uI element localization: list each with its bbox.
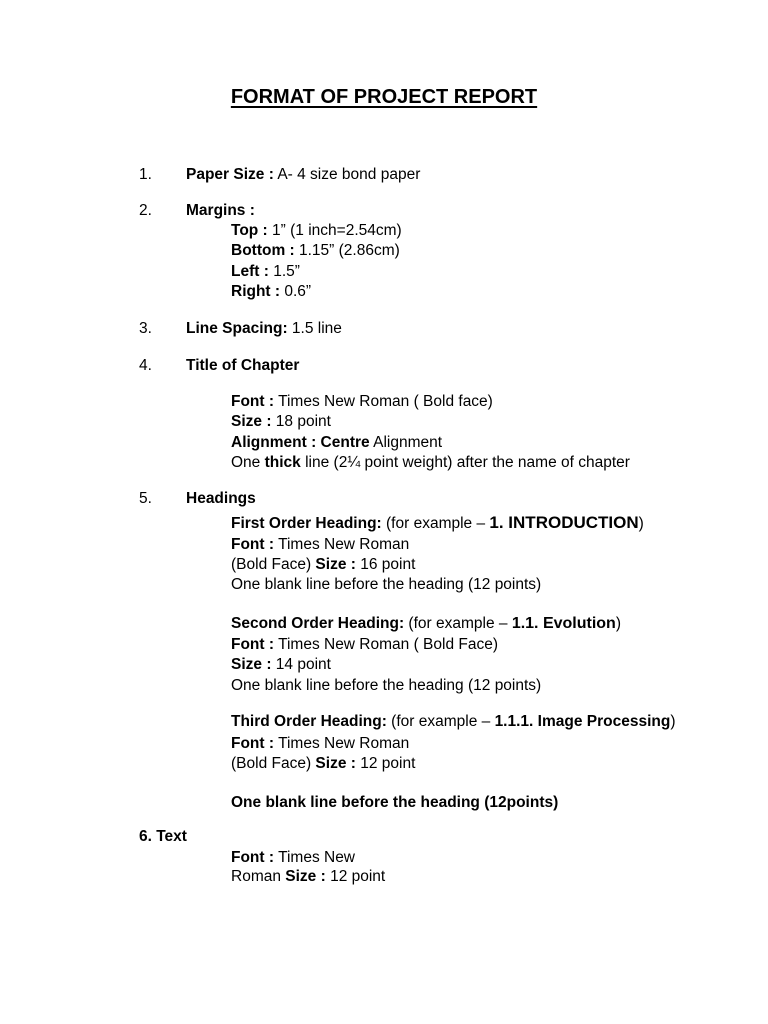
text-font-line <box>231 849 355 867</box>
second-order-size-label: Size : <box>231 656 272 673</box>
chapter-alignment-value: Alignment <box>369 434 443 451</box>
margins-label: Margins : <box>186 202 255 219</box>
chapter-alignment-line <box>231 434 442 452</box>
first-order-size-value: 16 point <box>355 556 416 573</box>
chapter-thick-word: thick <box>264 454 301 471</box>
second-order-blank-line: One blank line before the heading (12 points) <box>231 677 542 694</box>
second-order-font-line <box>231 636 498 654</box>
line-spacing-line <box>186 320 342 338</box>
second-order-heading-line <box>231 615 621 633</box>
third-order-font-label: Font : <box>231 735 275 752</box>
text-font-value: Times New <box>274 849 356 866</box>
second-order-font-value: Times New Roman ( Bold Face) <box>274 636 499 653</box>
first-order-font-value: Times New Roman <box>274 536 410 553</box>
margin-right-label: Right : <box>231 283 281 300</box>
second-order-label: Second Order Heading: <box>231 615 405 632</box>
item-number-5: 5. <box>139 490 152 507</box>
paper-size-label: Paper Size : <box>186 166 274 183</box>
headings-label: Headings <box>186 490 256 507</box>
text-section-label: 6. Text <box>139 828 187 845</box>
third-order-post: ) <box>670 713 676 730</box>
first-order-size-label: Size : <box>315 556 356 573</box>
line-spacing-label: Line Spacing: <box>186 320 288 337</box>
chapter-font-label: Font : <box>231 393 275 410</box>
text-size-label: Size : <box>285 868 326 885</box>
margin-left-label: Left : <box>231 263 269 280</box>
second-order-pre: (for example – <box>404 615 512 632</box>
chapter-size-value: 18 point <box>271 413 331 430</box>
first-order-size-pre: (Bold Face) <box>231 556 316 573</box>
text-size-line <box>231 868 385 886</box>
page-title <box>0 86 768 109</box>
third-order-size-value: 12 point <box>355 755 416 772</box>
margin-bottom-line <box>231 242 400 260</box>
item-number-4: 4. <box>139 357 152 374</box>
first-order-post: ) <box>638 515 644 532</box>
chapter-size-label: Size : <box>231 413 272 430</box>
margin-top-value: 1” (1 inch=2.54cm) <box>267 222 402 239</box>
first-order-font-label: Font : <box>231 536 275 553</box>
paper-size-line <box>186 166 420 184</box>
text-font-label: Font : <box>231 849 275 866</box>
second-order-size-line <box>231 656 331 674</box>
margin-top-line <box>231 222 402 240</box>
chapter-title-label: Title of Chapter <box>186 357 300 374</box>
second-order-size-value: 14 point <box>271 656 331 673</box>
item-number-3: 3. <box>139 320 152 337</box>
third-order-size-label: Size : <box>315 755 356 772</box>
page-title-text: FORMAT OF PROJECT REPORT <box>230 86 538 108</box>
first-order-example: 1. INTRODUCTION <box>489 513 639 532</box>
first-order-blank-line: One blank line before the heading (12 points) <box>231 576 542 593</box>
third-order-pre: (for example – <box>386 713 495 730</box>
margin-right-value: 0.6” <box>280 283 312 300</box>
paper-size-value: A- 4 size bond paper <box>273 166 421 183</box>
third-order-example: 1.1.1. Image Processing <box>494 713 671 730</box>
third-order-font-value: Times New Roman <box>274 735 410 752</box>
margin-left-value: 1.5” <box>268 263 300 280</box>
third-order-size-pre: (Bold Face) <box>231 755 316 772</box>
item-number-2: 2. <box>139 202 152 219</box>
margin-bottom-label: Bottom : <box>231 242 295 259</box>
chapter-font-line <box>231 393 493 411</box>
first-order-font-line <box>231 536 409 554</box>
third-order-font-line <box>231 735 409 753</box>
first-order-label: First Order Heading: <box>231 515 382 532</box>
margin-bottom-value: 1.15” (2.86cm) <box>294 242 400 259</box>
margin-left-line <box>231 263 300 281</box>
third-order-label: Third Order Heading: <box>231 713 387 730</box>
third-order-size-line <box>231 755 415 773</box>
first-order-pre: (for example – <box>381 515 490 532</box>
text-roman: Roman <box>231 868 286 885</box>
second-order-font-label: Font : <box>231 636 275 653</box>
chapter-alignment-label: Alignment : Centre <box>231 434 370 451</box>
line-spacing-value: 1.5 line <box>287 320 342 337</box>
second-order-example: 1.1. Evolution <box>511 615 616 632</box>
item-number-1: 1. <box>139 166 152 183</box>
margin-top-label: Top : <box>231 222 268 239</box>
second-order-post: ) <box>615 615 621 632</box>
chapter-size-line <box>231 413 331 431</box>
margin-right-line <box>231 283 311 301</box>
first-order-heading-line <box>231 514 644 533</box>
chapter-thick-post: line (2¼ point weight) after the name of chapter <box>300 454 630 471</box>
chapter-thick-pre: One <box>231 454 265 471</box>
first-order-size-line <box>231 556 415 574</box>
third-order-blank-line: One blank line before the heading (12points) <box>231 794 559 811</box>
text-size-value: 12 point <box>325 868 386 885</box>
chapter-font-value: Times New Roman ( Bold face) <box>274 393 493 410</box>
third-order-heading-line <box>231 713 676 731</box>
chapter-thick-line <box>231 454 630 472</box>
